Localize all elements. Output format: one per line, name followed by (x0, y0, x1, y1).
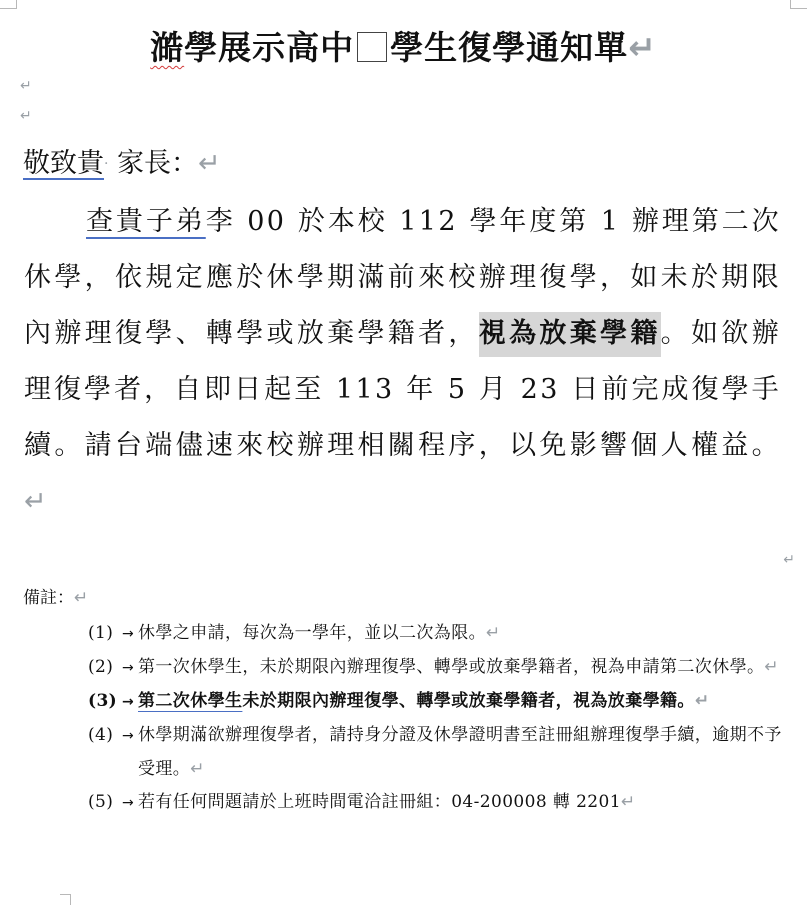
paragraph-mark-icon: ↵ (20, 78, 32, 94)
greeting-underlined: 敬致貴 (23, 148, 104, 179)
body-text-part2: 。如欲辦理復學者，自即日起至 113 年 5 月 23 日前完成復學手續。請台端儘速來校辦理相關程序，以免影響個人權益。 (24, 318, 782, 461)
note-text: 未於期限內辦理復學、轉學或放棄學籍者，視為放棄學籍。 (242, 691, 695, 711)
space-dot-mark: · (104, 156, 109, 172)
note-item-1[interactable] (88, 617, 783, 651)
note-number: (3) (88, 691, 118, 711)
note-number: (2) (88, 657, 114, 677)
page-corner-mark-top-right (790, 0, 807, 9)
note-item-5[interactable] (88, 786, 783, 820)
paragraph-mark-icon: ↵ (628, 28, 657, 67)
title-misspelled-char[interactable]: 澔 (150, 28, 185, 67)
paragraph-mark-icon: ↵ (486, 623, 501, 643)
page-corner-mark-bottom-left (60, 894, 71, 905)
paragraph-mark-icon: ↵ (783, 552, 795, 568)
document-title[interactable] (0, 22, 807, 74)
body-text-part1: 李 00 於本校 112 學年度第 1 辦理第二次休學，依規定應於休學期滿前來校辦理復學，如未於期限內辦理復學、轉學或放棄學籍者， (24, 206, 781, 349)
tab-arrow-icon: → (122, 795, 135, 811)
note-item-4[interactable] (88, 719, 783, 786)
note-number: (5) (88, 792, 114, 812)
body-underlined-text: 查貴子弟 (86, 206, 206, 237)
note-text: 休學之申請，每次為一學年，並以二次為限。 (138, 623, 486, 643)
title-missing-glyph-box (357, 32, 387, 62)
paragraph-mark-icon: ↵ (24, 486, 50, 517)
paragraph-mark-icon: ↵ (20, 108, 32, 124)
notes-heading[interactable] (23, 586, 88, 610)
tab-arrow-icon: → (122, 660, 135, 676)
paragraph-mark-icon: ↵ (190, 759, 205, 779)
note-number: (4) (88, 725, 114, 745)
page-corner-mark-top-left (0, 0, 17, 9)
title-text-part2: 學生復學通知單 (390, 28, 629, 67)
note-text: 第一次休學生，未於期限內辦理復學、轉學或放棄學籍者，視為申請第二次休學。 (138, 657, 765, 677)
tab-arrow-icon: → (122, 626, 135, 642)
greeting-text: 家長： (108, 148, 199, 179)
note-number: (1) (88, 623, 114, 643)
note-text: 休學期滿欲辦理復學者，請持身分證及休學證明書至註冊組辦理復學手續，逾期不予受理。 (138, 725, 782, 779)
paragraph-mark-icon: ↵ (620, 792, 636, 812)
paragraph-mark-icon: ↵ (764, 657, 780, 677)
tab-arrow-icon: → (122, 728, 135, 744)
notes-heading-text: 備註： (23, 588, 74, 608)
title-text-part1: 學展示高中 (184, 28, 355, 67)
greeting-line[interactable] (23, 140, 221, 188)
paragraph-mark-icon: ↵ (694, 691, 710, 711)
note-item-2[interactable] (88, 651, 783, 685)
notice-body-paragraph[interactable] (24, 194, 781, 530)
notes-list (88, 617, 783, 820)
body-highlighted-text: 視為放棄學籍 (479, 312, 661, 357)
paragraph-mark-icon: ↵ (198, 148, 221, 179)
paragraph-mark-icon: ↵ (74, 588, 89, 608)
tab-arrow-icon: → (122, 694, 135, 710)
note-underlined-text: 第二次休學生 (138, 691, 243, 711)
note-text: 若有任何問題請於上班時間電洽註冊組：04-200008 轉 2201 (138, 792, 621, 812)
note-item-3[interactable] (88, 685, 783, 719)
